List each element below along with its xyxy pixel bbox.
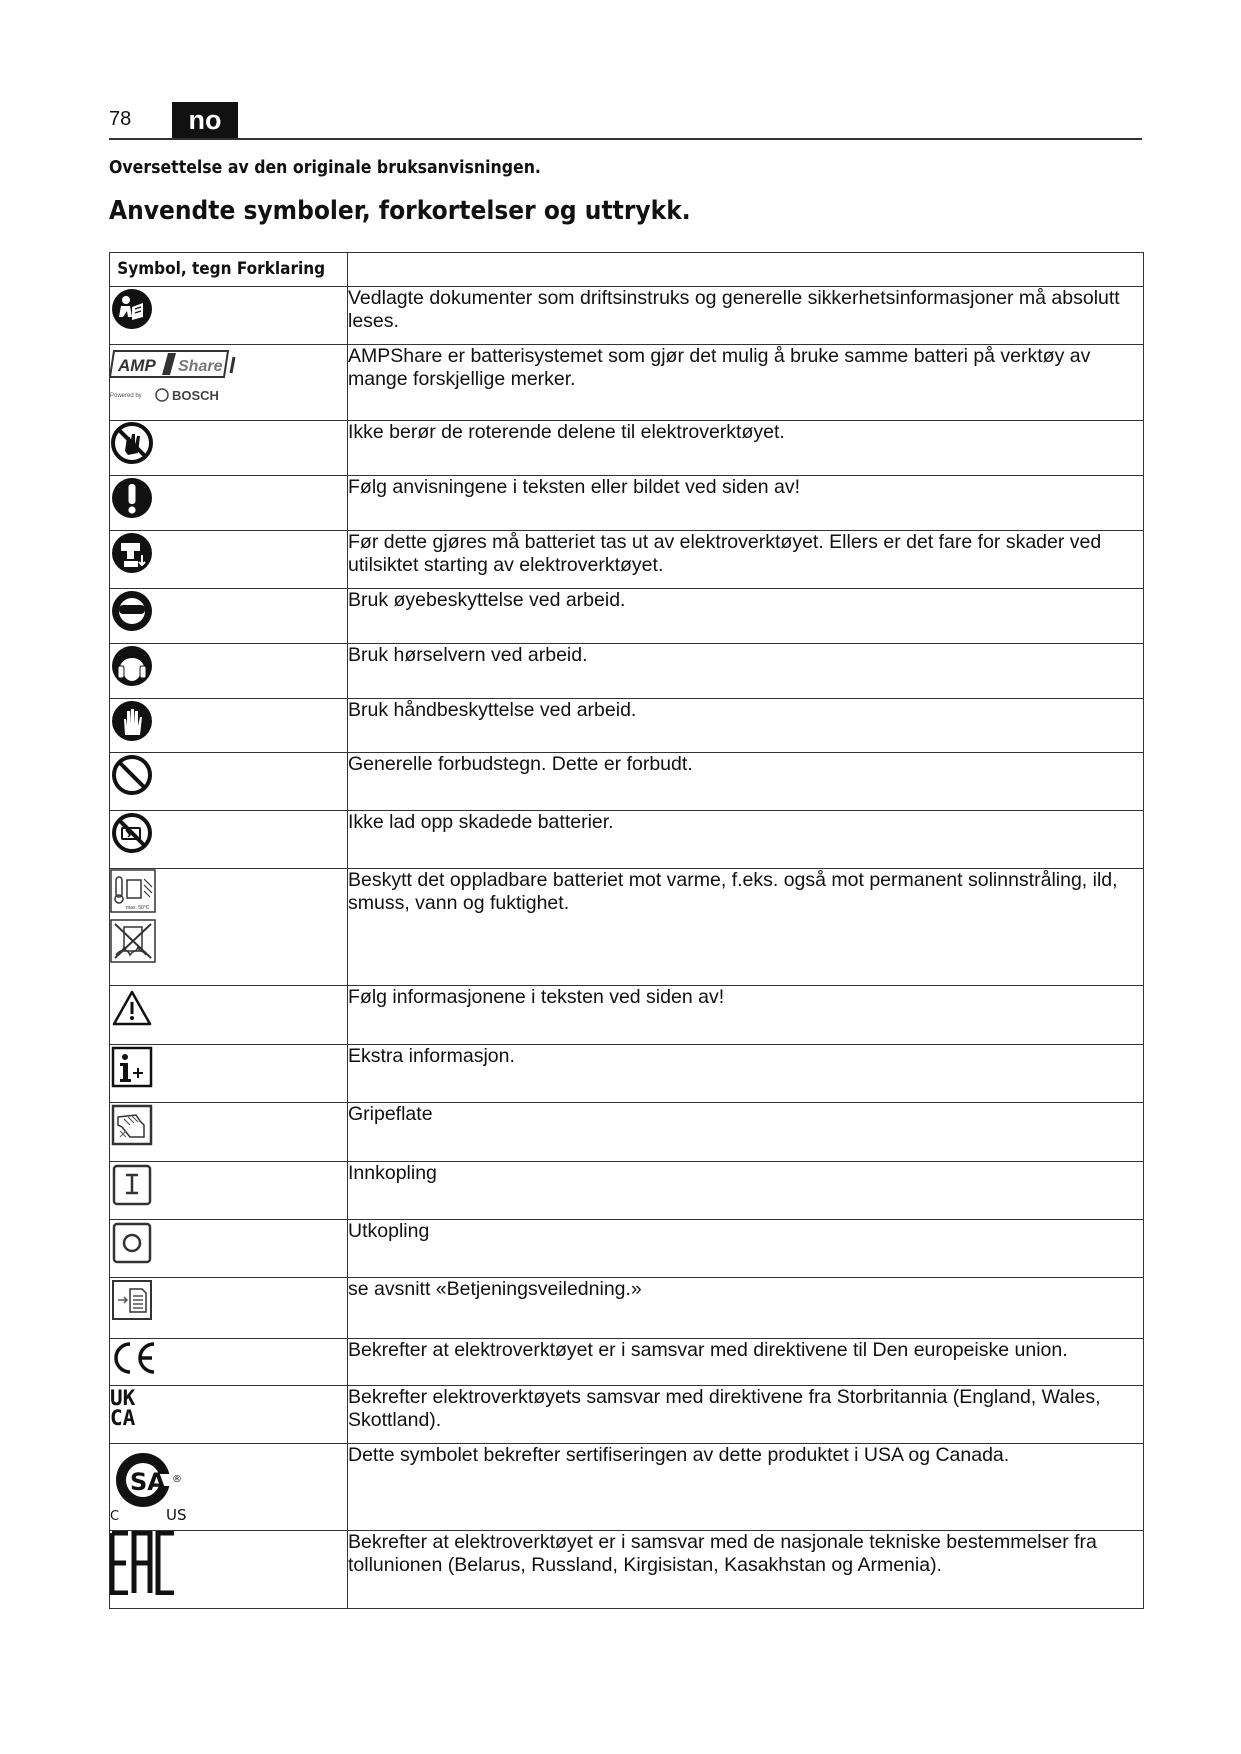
table-row [110, 1278, 1144, 1339]
table-row [110, 811, 1144, 869]
battery-heat-icon [110, 869, 156, 913]
row-description: Bekrefter at elektroverktøyet er i samsvar med direktivene til Den europeiske union. [348, 1339, 1144, 1386]
row-description: AMPShare er batterisystemet som gjør det mulig å bruke samme batteri på verktøy av mange forskjellige merker. [348, 345, 1144, 421]
eye-protection-icon [110, 589, 154, 633]
row-description: Generelle forbudstegn. Dette er forbudt. [348, 753, 1144, 811]
operating-instructions-icon [110, 1278, 154, 1322]
row-description: Bekrefter elektroverktøyets samsvar med direktivene fra Storbritannia (England, Wales, Skottland). [348, 1386, 1144, 1444]
row-description: Beskytt det oppladbare batteriet mot varme, f.eks. også mot permanent solinnstråling, ild, smuss, vann og fuktighet. [348, 869, 1144, 986]
row-description: Ekstra informasjon. [348, 1045, 1144, 1103]
row-description: Vedlagte dokumenter som driftsinstruks og generelle sikkerhetsinformasjoner må absolutt leses. [348, 287, 1144, 345]
eac-mark-icon [110, 1531, 180, 1595]
page-number: 78 [109, 108, 132, 130]
no-touch-rotating-parts-icon [110, 421, 154, 465]
table-row [110, 1162, 1144, 1220]
table-row [110, 753, 1144, 811]
csa-us-label: US [166, 1506, 187, 1524]
battery-water-fire-icon [110, 919, 156, 963]
table-header: Symbol, tegn Forklaring [110, 253, 348, 287]
table-row [110, 531, 1144, 589]
ukca-line1: UK [110, 1386, 136, 1410]
row-description: Ikke berør de roterende delene til elektroverktøyet. [348, 421, 1144, 476]
page-header [109, 102, 1142, 140]
max-temperature-label: max. 50°C [126, 905, 150, 911]
table-row [110, 1220, 1144, 1278]
table-row [110, 869, 1144, 986]
read-manual-icon [110, 287, 154, 331]
row-description: Følg informasjonene i teksten ved siden av! [348, 986, 1144, 1045]
table-row [110, 345, 1144, 421]
table-row [110, 644, 1144, 699]
mandatory-exclamation-icon [110, 476, 154, 520]
csa-c-label: C [110, 1509, 120, 1524]
power-on-icon [110, 1162, 154, 1206]
table-row [110, 986, 1144, 1045]
csa-mark-icon [110, 1444, 200, 1524]
table-row [110, 589, 1144, 644]
table-row [110, 421, 1144, 476]
row-description: Dette symbolet bekrefter sertifiseringen av dette produktet i USA og Canada. [348, 1444, 1144, 1531]
row-description: Ikke lad opp skadede batterier. [348, 811, 1144, 869]
ce-mark-icon [110, 1339, 158, 1377]
no-charge-damaged-battery-icon [110, 811, 154, 855]
row-description: Bekrefter at elektroverktøyet er i samsvar med de nasjonale tekniske bestemmelser fra tollunionen (Belarus, Russland, Kirgisistan, Kasakhstan og Armenia). [348, 1531, 1144, 1609]
table-row [110, 1045, 1144, 1103]
csa-letters: SA [130, 1468, 166, 1496]
power-off-icon [110, 1220, 154, 1264]
table-header-row [110, 253, 1144, 287]
document-subtitle: Oversettelse av den originale bruksanvisningen. [109, 158, 541, 178]
hearing-protection-icon [110, 644, 154, 688]
table-row [110, 1386, 1144, 1444]
ampshare-amp-text: AMP [118, 356, 156, 375]
row-description: Innkopling [348, 1162, 1144, 1220]
row-description: se avsnitt «Betjeningsveiledning.» [348, 1278, 1144, 1339]
table-row [110, 1339, 1144, 1386]
row-description: Bruk håndbeskyttelse ved arbeid. [348, 699, 1144, 753]
table-row [110, 287, 1144, 345]
row-description: Følg anvisningene i teksten eller bildet ved siden av! [348, 476, 1144, 531]
row-description: Før dette gjøres må batteriet tas ut av elektroverktøyet. Ellers er det fare for skader ved utilsiktet starting av elektroverktøyet. [348, 531, 1144, 589]
warning-triangle-icon [110, 986, 154, 1030]
bosch-text: BOSCH [172, 388, 219, 403]
symbols-table [109, 252, 1144, 1609]
table-row [110, 1444, 1144, 1531]
prohibition-icon [110, 753, 154, 797]
section-title: Anvendte symboler, forkortelser og uttrykk. [109, 196, 691, 226]
row-description: Gripeflate [348, 1103, 1144, 1162]
row-description: Bruk hørselvern ved arbeid. [348, 644, 1144, 699]
powered-by-text: Powered by [110, 393, 142, 399]
info-plus-icon [110, 1045, 154, 1089]
ampshare-logo [110, 345, 250, 407]
table-row [110, 699, 1144, 753]
language-badge: no [172, 102, 238, 138]
ampshare-share-text: Share [178, 358, 223, 375]
registered-mark: ® [172, 1474, 182, 1485]
ukca-mark-icon [110, 1386, 150, 1430]
ukca-line2: CA [110, 1406, 136, 1430]
remove-battery-icon [110, 531, 154, 575]
table-row [110, 476, 1144, 531]
table-row [110, 1531, 1144, 1609]
row-description: Bruk øyebeskyttelse ved arbeid. [348, 589, 1144, 644]
row-description: Utkopling [348, 1220, 1144, 1278]
table-row [110, 1103, 1144, 1162]
hand-protection-icon [110, 699, 154, 743]
grip-surface-icon [110, 1103, 154, 1147]
